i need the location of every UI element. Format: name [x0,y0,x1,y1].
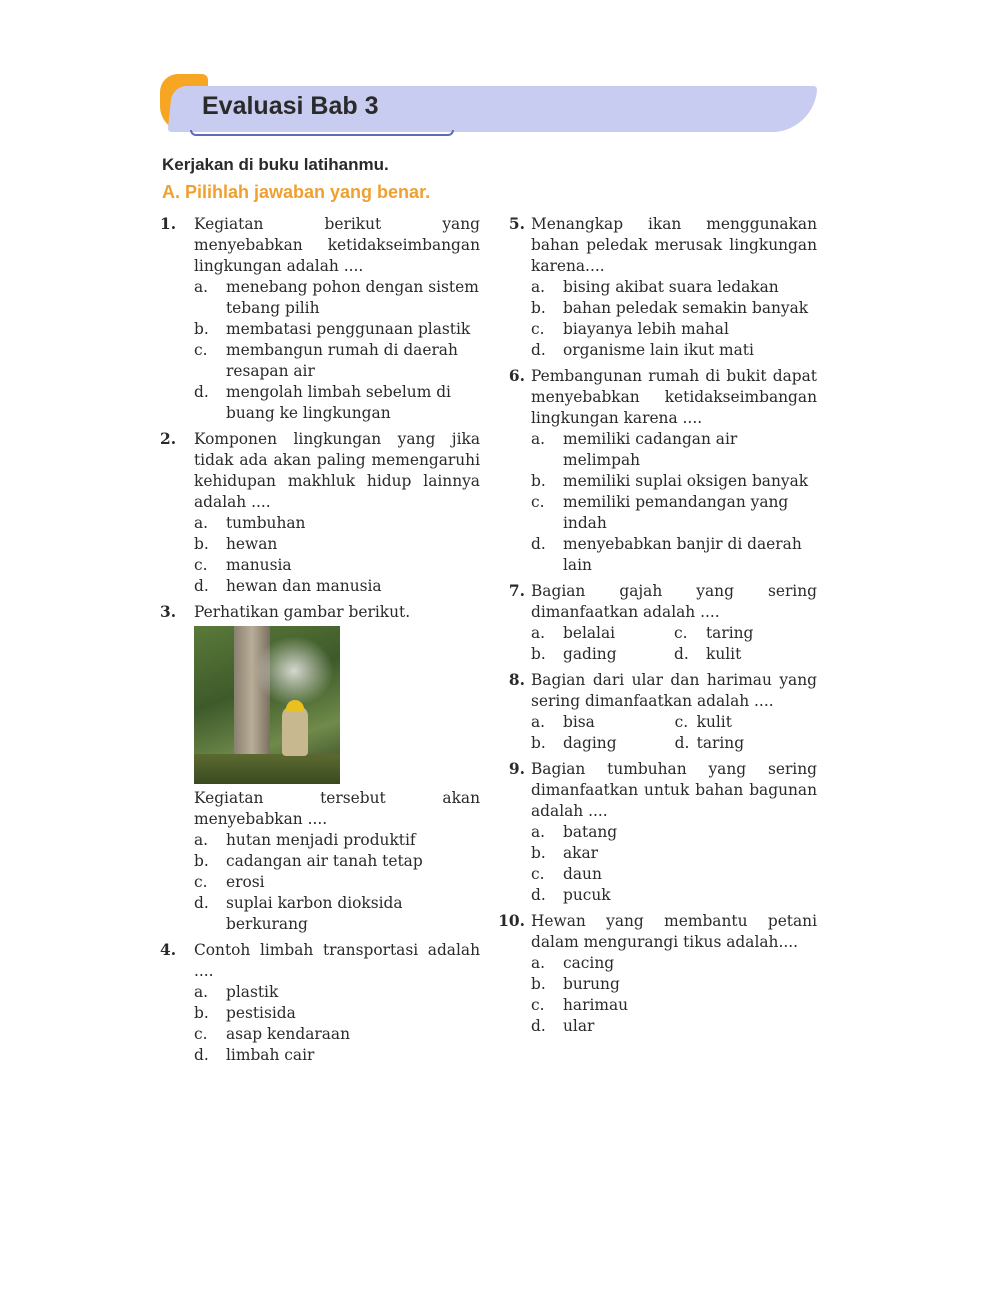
option-a[interactable] [531,822,817,843]
question-number: 6. [508,367,525,385]
option-text: tumbuhan [226,514,306,532]
option-c[interactable] [194,872,480,893]
option-c[interactable] [194,1024,480,1045]
question-9 [497,759,817,906]
option-text: kulit [696,713,732,731]
option-letter: c. [194,341,208,359]
section-heading: A. Pilihlah jawaban yang benar. [162,182,431,202]
option-letter: c. [194,556,208,574]
option-text: taring [706,624,754,642]
option-text: belalai [563,624,616,642]
question-text: Komponen lingkungan yang jika tidak ada akan paling memengaruhi kehidupan makhluk hidup lainnya adalah .... [194,430,480,511]
option-b[interactable] [531,974,817,995]
option-c[interactable] [194,555,480,576]
question-6 [497,366,817,576]
option-a[interactable] [194,513,480,534]
option-a[interactable] [531,277,817,298]
option-letter: b. [531,472,546,490]
option-text: limbah cair [226,1046,315,1064]
question-number: 4. [160,941,177,959]
option-c[interactable] [674,623,817,644]
option-letter: a. [531,278,546,296]
option-c[interactable] [531,492,817,534]
option-letter: c. [674,713,689,731]
option-letter: b. [531,299,546,317]
chapter-banner [160,72,820,142]
option-b[interactable] [531,644,674,665]
option-letter: d. [531,1017,546,1035]
option-c[interactable] [675,712,817,733]
banner-underline [190,130,454,136]
option-letter: b. [531,975,546,993]
question-4 [160,940,480,1066]
option-d[interactable] [194,576,480,597]
option-text: biayanya lebih mahal [563,320,729,338]
question-5 [497,214,817,361]
option-text: plastik [226,983,279,1001]
question-text: Menangkap ikan menggunakan bahan peledak merusak lingkungan karena.... [531,215,817,275]
option-text: pestisida [226,1004,296,1022]
option-letter: d. [531,341,546,359]
option-letter: a. [194,831,209,849]
option-text: daging [563,734,617,752]
photo-smoke [254,636,334,706]
option-letter: b. [194,1004,209,1022]
option-text: akar [563,844,599,862]
option-letter: d. [194,894,209,912]
option-c[interactable] [531,319,817,340]
option-letter: b. [194,535,209,553]
option-letter: a. [194,514,209,532]
question-1 [160,214,480,424]
option-text: cadangan air tanah tetap [226,852,423,870]
option-c[interactable] [531,864,817,885]
question-number: 3. [160,603,177,621]
option-text: daun [563,865,602,883]
question-number: 2. [160,430,177,448]
option-text: organisme lain ikut mati [563,341,754,359]
option-row [531,733,817,754]
option-text: manusia [226,556,292,574]
option-row [531,644,817,665]
option-letter: a. [531,624,546,642]
option-text: asap kendaraan [226,1025,350,1043]
option-text: memiliki suplai oksigen banyak [563,472,809,490]
photo-ground [194,754,340,784]
option-a[interactable] [194,982,480,1003]
question-number: 9. [508,760,525,778]
option-b[interactable] [194,319,480,340]
chapter-title: Evaluasi Bab 3 [202,92,379,120]
left-column [160,214,480,1071]
option-letter: d. [194,577,209,595]
question-number: 10. [498,912,525,930]
option-letter: c. [194,1025,208,1043]
tree-cutting-photo [194,626,340,784]
option-d[interactable] [194,1045,480,1066]
question-2 [160,429,480,597]
option-text: gading [563,645,617,663]
option-text: suplai karbon dioksida berkurang [226,894,403,933]
option-text: bisa [563,713,595,731]
option-text: bising akibat suara ledakan [563,278,779,296]
option-text: ular [563,1017,595,1035]
right-column [497,214,817,1042]
option-b[interactable] [194,1003,480,1024]
option-letter: d. [674,645,689,663]
option-b[interactable] [531,843,817,864]
question-text: Perhatikan gambar berikut. [194,603,411,621]
option-text: kulit [706,645,742,663]
option-d[interactable] [674,644,817,665]
question-number: 1. [160,215,177,233]
option-text: menyebabkan banjir di daerah lain [563,535,802,574]
option-a[interactable] [531,429,817,471]
option-text: hutan menjadi produktif [226,831,416,849]
question-followup-text: Kegiatan tersebut akan menyebabkan .... [194,789,480,828]
option-d[interactable] [531,1016,817,1037]
photo-helmet [286,700,304,712]
option-letter: d. [194,383,209,401]
option-letter: b. [194,852,209,870]
option-d[interactable] [531,885,817,906]
question-text: Bagian gajah yang sering dimanfaatkan adalah .... [531,582,817,621]
instruction-text: Kerjakan di buku latihanmu. [162,155,389,174]
option-c[interactable] [531,995,817,1016]
option-text: burung [563,975,620,993]
option-letter: a. [531,954,546,972]
option-a[interactable] [531,712,675,733]
option-a[interactable] [194,830,480,851]
option-letter: c. [531,865,545,883]
option-text: memiliki pemandangan yang indah [563,493,789,532]
option-letter: a. [194,983,209,1001]
option-text: membangun rumah di daerah resapan air [226,341,458,380]
option-d[interactable] [675,733,817,754]
option-text: memiliki cadangan air melimpah [563,430,738,469]
option-c[interactable] [194,340,480,382]
question-text: Hewan yang membantu petani dalam mengurangi tikus adalah.... [531,912,817,951]
option-text: membatasi penggunaan plastik [226,320,471,338]
question-text: Bagian tumbuhan yang sering dimanfaatkan untuk bahan bagunan adalah .... [531,760,817,820]
option-text: bahan peledak semakin banyak [563,299,809,317]
question-text: Contoh limbah transportasi adalah .... [194,941,480,980]
option-letter: a. [531,430,546,448]
option-d[interactable] [531,534,817,576]
option-letter: a. [531,713,546,731]
question-number: 8. [508,671,525,689]
option-letter: c. [531,320,545,338]
question-text: Kegiatan berikut yang menyebabkan ketidakseimbangan lingkungan adalah .... [194,215,480,275]
option-letter: c. [674,624,688,642]
option-b[interactable] [194,851,480,872]
option-letter: a. [194,278,209,296]
option-text: batang [563,823,618,841]
option-a[interactable] [531,623,674,644]
option-letter: d. [194,1046,209,1064]
photo-worker [282,706,308,756]
option-letter: b. [531,645,546,663]
option-letter: c. [194,873,208,891]
question-text: Pembangunan rumah di bukit dapat menyebabkan ketidakseimbangan lingkungan karena .... [531,367,817,427]
option-row [531,623,817,644]
option-text: menebang pohon dengan sistem tebang pilih [226,278,479,317]
option-row [531,712,817,733]
question-7 [497,581,817,665]
option-b[interactable] [531,298,817,319]
option-d[interactable] [194,382,480,424]
question-10 [497,911,817,1037]
option-letter: d. [531,886,546,904]
option-letter: b. [531,734,546,752]
option-text: taring [696,734,745,752]
option-letter: b. [531,844,546,862]
option-letter: d. [674,734,690,752]
question-8 [497,670,817,754]
question-number: 5. [508,215,525,233]
option-letter: a. [531,823,546,841]
option-b[interactable] [194,534,480,555]
option-a[interactable] [194,277,480,319]
question-text: Bagian dari ular dan harimau yang sering dimanfaatkan adalah .... [531,671,817,710]
option-text: pucuk [563,886,611,904]
option-text: cacing [563,954,615,972]
option-text: hewan [226,535,278,553]
option-a[interactable] [531,953,817,974]
option-b[interactable] [531,733,675,754]
option-d[interactable] [531,340,817,361]
option-letter: c. [531,996,545,1014]
option-d[interactable] [194,893,480,935]
option-letter: b. [194,320,209,338]
option-letter: d. [531,535,546,553]
option-text: harimau [563,996,629,1014]
option-b[interactable] [531,471,817,492]
option-letter: c. [531,493,545,511]
question-number: 7. [508,582,525,600]
option-text: hewan dan manusia [226,577,382,595]
option-text: erosi [226,873,265,891]
option-text: mengolah limbah sebelum di buang ke lingkungan [226,383,451,422]
question-3 [160,602,480,935]
